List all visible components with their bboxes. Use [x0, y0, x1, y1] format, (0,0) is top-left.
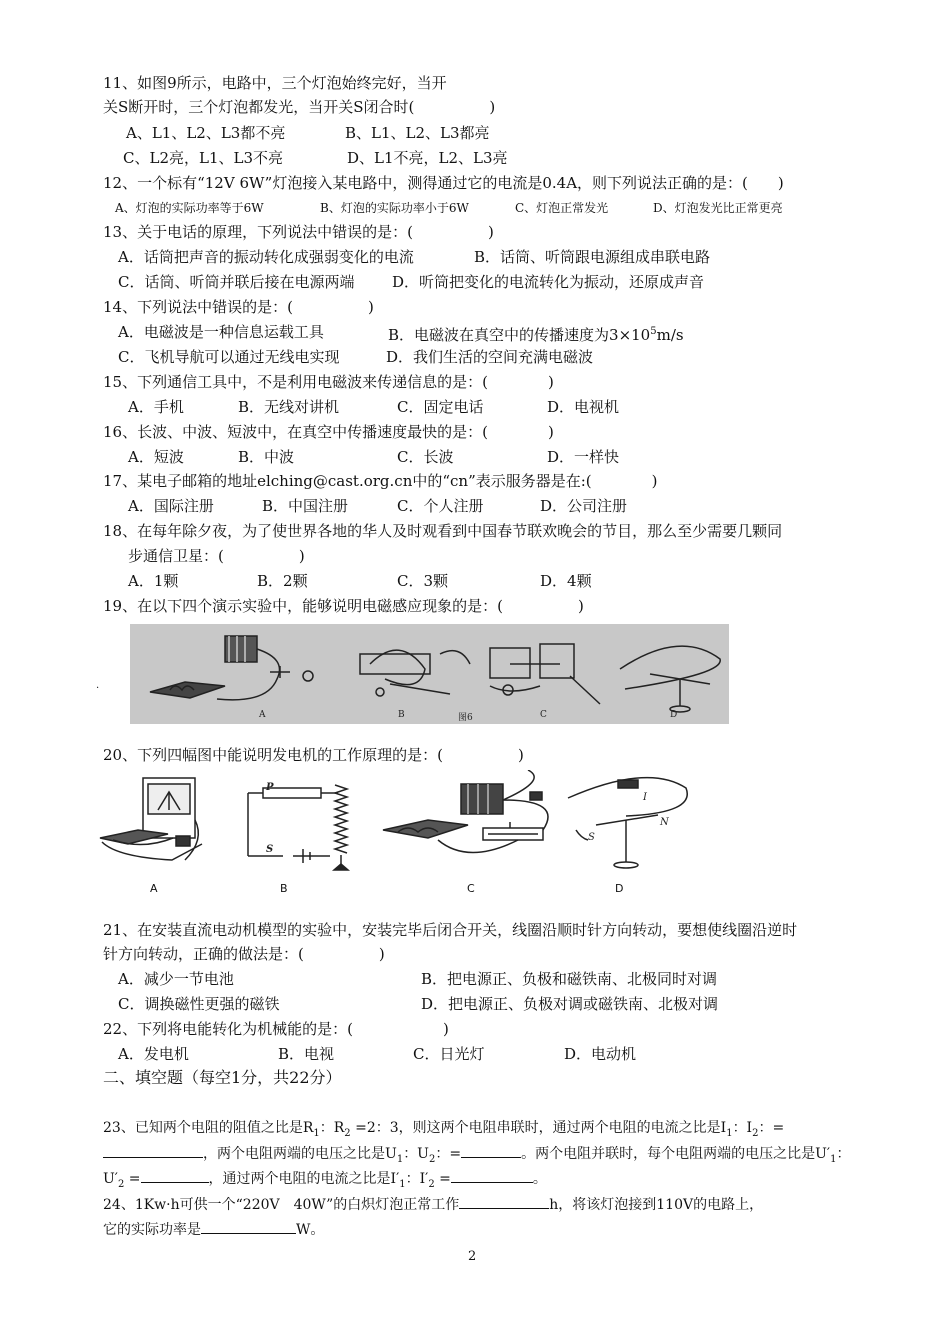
q19-line1: 19、在以下四个演示实验中，能够说明电磁感应现象的是：( ) [103, 597, 584, 615]
q19-fig-d [620, 646, 720, 712]
q18-line1: 18、在每年除夕夜，为了使世界各地的华人及时观看到中国春节联欢晚会的节目，那么至少需要几颗同 [103, 522, 783, 540]
q13-option-c: C．话筒、听筒并联后接在电源两端 [118, 273, 355, 291]
q11-option-c: C、L2亮，L1、L3不亮 [123, 149, 283, 167]
q11-option-d: D、L1不亮，L2、L3亮 [347, 149, 508, 167]
q22-option-d: D．电动机 [564, 1045, 637, 1063]
q13-option-d: D．听筒把变化的电流转化为振动，还原成声音 [392, 273, 705, 291]
q20-figure-drawing [98, 770, 698, 900]
q17-line1: 17、某电子邮箱的地址elching@cast.org.cn中的“cn”表示服务器是在:( ) [103, 472, 658, 490]
q21-option-d: D．把电源正、负极对调或磁铁南、北极对调 [421, 995, 719, 1013]
q23-blank-4[interactable] [451, 1168, 533, 1183]
q17-option-c: C．个人注册 [397, 497, 484, 515]
q23-line2: ，两个电阻两端的电压之比是$U_1$：$U_2$：= 。两个电阻并联时，每个电阻两端的电压之比是$U'_1$： [103, 1143, 850, 1170]
q16-option-b: B．中波 [238, 448, 295, 466]
q20-label-d: D [615, 882, 624, 895]
q23-blank-1[interactable] [103, 1143, 203, 1158]
q20-figure [98, 770, 698, 900]
q20-label-b: B [280, 882, 288, 895]
q17-option-d: D．公司注册 [540, 497, 628, 515]
q15-option-b: B．无线对讲机 [238, 398, 340, 416]
q12-option-d: D、灯泡发光比正常更亮 [653, 201, 783, 215]
q19-label-a: A [259, 710, 266, 720]
q19-fig-caption: 图6 [458, 713, 473, 723]
q23-blank-2[interactable] [461, 1143, 521, 1158]
q13-option-a: A．话筒把声音的振动转化成强弱变化的电流 [118, 248, 414, 266]
page-number: 2 [468, 1249, 477, 1264]
q21-line1: 21、在安装直流电动机模型的实验中，安装完毕后闭合开关，线圈沿顺时针方向转动，要想使线圈沿逆时 [103, 921, 798, 939]
q14-option-c: C．飞机导航可以通过无线电实现 [118, 348, 340, 366]
q18-option-a: A．1颗 [128, 572, 179, 590]
q19-label-d: D [670, 710, 678, 720]
q22-option-a: A．发电机 [118, 1045, 189, 1063]
q20-label-s-d: S [588, 832, 595, 843]
q19-fig-b [360, 650, 470, 696]
q11-option-a: A、L1、L2、L3都不亮 [126, 124, 286, 142]
q19-figure-drawing [130, 624, 729, 724]
q15-option-c: C．固定电话 [397, 398, 484, 416]
q24-line1: 24、1Kw·h可供一个“220V 40W”的白炽灯泡正常工作 h，将该灯泡接到110V的电路上， [103, 1194, 763, 1215]
q23-line3: $U'_2$ = ，通过两个电阻的电流之比是$I'_1$：$I'_2$ = 。 [103, 1168, 547, 1195]
q12-option-a: A、灯泡的实际功率等于6W [115, 201, 264, 215]
q23-blank-3[interactable] [141, 1168, 209, 1183]
q24-line2: 它的实际功率是 W。 [103, 1219, 324, 1240]
q18-option-d: D．4颗 [540, 572, 592, 590]
q20-fig-d [568, 778, 687, 868]
q14-option-b: B．电磁波在真空中的传播速度为$3\times 10^5m/s$ [388, 326, 684, 344]
q20-line1: 20、下列四幅图中能说明发电机的工作原理的是：( ) [103, 746, 524, 764]
q24-blank-1[interactable] [459, 1194, 549, 1209]
q23-line1: 23、已知两个电阻的阻值之比是$R_1$：$R_2 =2$：3，则这两个电阻串联时，通过两个电阻的电流之比是$I_1$：$I_2$：= [103, 1120, 785, 1139]
q16-line1: 16、长波、中波、短波中，在真空中传播速度最快的是：( ) [103, 423, 554, 441]
q20-label-i: I [643, 792, 647, 803]
q22-line1: 22、下列将电能转化为机械能的是：( ) [103, 1020, 449, 1038]
q19-fig-c [490, 644, 600, 704]
q17-option-b: B．中国注册 [262, 497, 349, 515]
q19-label-c: C [540, 710, 547, 720]
q14-option-a: A．电磁波是一种信息运载工具 [118, 323, 324, 341]
q15-option-d: D．电视机 [547, 398, 620, 416]
q20-fig-b [248, 785, 348, 870]
section-2-title: 二、填空题（每空1分，共22分） [103, 1068, 342, 1087]
q13-line1: 13、关于电话的原理，下列说法中错误的是：( ) [103, 223, 494, 241]
q19-dot: . [96, 680, 100, 691]
q20-fig-a [100, 778, 202, 860]
q20-label-s-b: S [266, 844, 274, 855]
q17-option-a: A．国际注册 [128, 497, 214, 515]
q12-option-b: B、灯泡的实际功率小于6W [320, 201, 469, 215]
q18-line2: 步通信卫星：( ) [128, 547, 305, 565]
q11-line1: 11、如图9所示，电路中，三个灯泡始终完好，当开 [103, 74, 447, 92]
q21-line2: 针方向转动，正确的做法是：( ) [103, 945, 385, 963]
q11-line2: 关S断开时，三个灯泡都发光，当开关S闭合时( ) [103, 98, 496, 116]
q12-option-c: C、灯泡正常发光 [515, 201, 609, 215]
q16-option-d: D．一样快 [547, 448, 620, 466]
q19-fig-a [150, 636, 313, 700]
q16-option-a: A．短波 [128, 448, 184, 466]
q12-line1: 12、一个标有“12V 6W”灯泡接入某电路中，测得通过它的电流是0.4A，则下列说法正确的是：( ) [103, 174, 784, 192]
q11-option-b: B、L1、L2、L3都亮 [345, 124, 490, 142]
q13-option-b: B．话筒、听筒跟电源组成串联电路 [474, 248, 711, 266]
q16-option-c: C．长波 [397, 448, 454, 466]
q22-option-c: C．日光灯 [413, 1045, 485, 1063]
q18-option-b: B．2颗 [257, 572, 308, 590]
q18-option-c: C．3颗 [397, 572, 449, 590]
q19-figure [130, 624, 729, 724]
q21-option-b: B．把电源正、负极和磁铁南、北极同时对调 [421, 970, 718, 988]
q24-blank-2[interactable] [201, 1219, 296, 1234]
q15-option-a: A．手机 [128, 398, 184, 416]
q20-label-c: C [467, 882, 475, 895]
q20-label-a: A [150, 882, 158, 895]
q20-label-n: N [660, 817, 669, 828]
q19-label-b: B [398, 710, 405, 720]
q22-option-b: B．电视 [278, 1045, 335, 1063]
q20-fig-c [383, 770, 548, 853]
q20-label-p: P [266, 782, 274, 793]
q14-line1: 14、下列说法中错误的是：( ) [103, 298, 374, 316]
q15-line1: 15、下列通信工具中，不是利用电磁波来传递信息的是：( ) [103, 373, 554, 391]
q21-option-a: A．减少一节电池 [118, 970, 234, 988]
q21-option-c: C．调换磁性更强的磁铁 [118, 995, 280, 1013]
q14-option-d: D．我们生活的空间充满电磁波 [386, 348, 594, 366]
